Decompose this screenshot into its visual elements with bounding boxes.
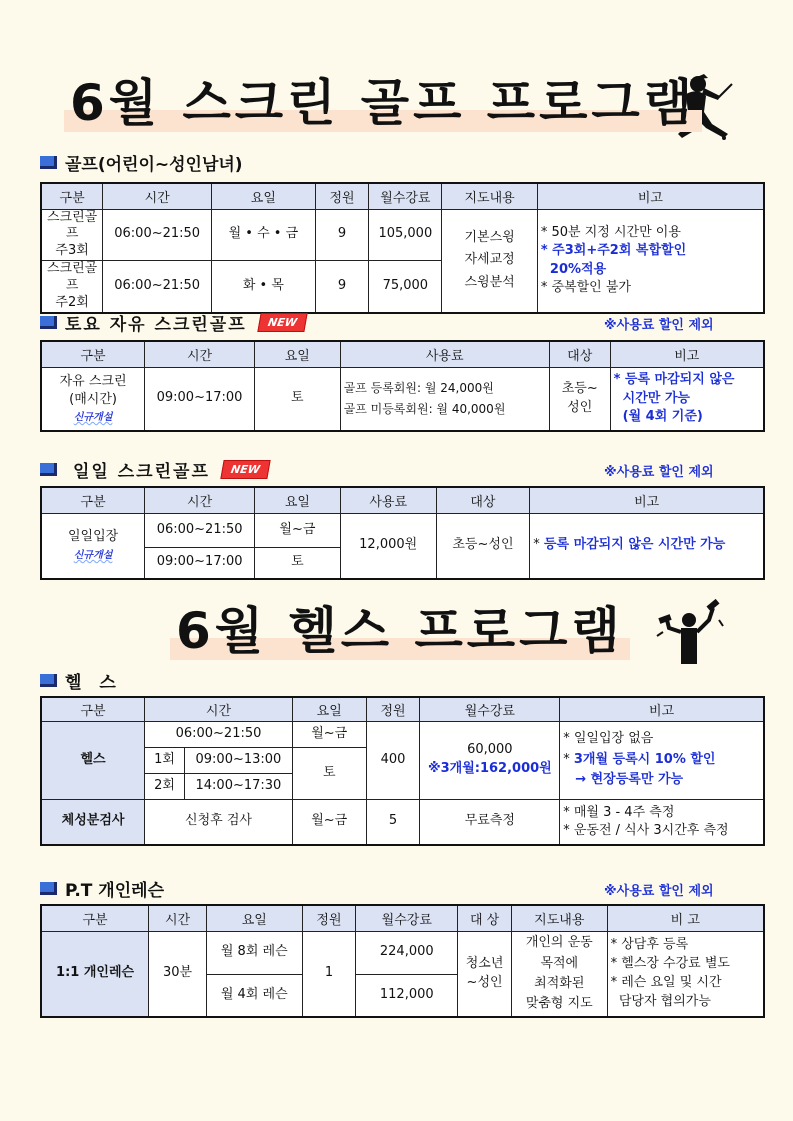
table-row [41, 799, 764, 845]
col-header: 구분 [41, 905, 149, 931]
row-name: 스크린골프 주3회 [41, 209, 103, 261]
col-header: 사용료 [340, 341, 549, 367]
remark-line: * 50분 지정 시간만 이용 [540, 225, 681, 241]
col-header: 구분 [41, 183, 103, 209]
daily-section-title: 일일 스크린골프 [73, 462, 210, 482]
col-header: 정원 [315, 183, 369, 209]
col-header: 비고 [537, 183, 764, 209]
session-label: 1회 [145, 747, 185, 773]
discount-exclusion-note: ※사용료 할인 제외 [604, 318, 714, 333]
health-section-title: 헬 스 [65, 673, 122, 693]
row-capacity: 9 [315, 209, 369, 261]
remark-onsite: → 현장등록만 가능 [575, 772, 684, 788]
remark-line: * 일일입장 없음 [563, 730, 654, 746]
table-row [41, 721, 764, 747]
section-bullet-icon [40, 674, 57, 687]
sat-table [40, 340, 765, 432]
section-bullet-icon [40, 882, 57, 895]
pt-section-title: P.T 개인레슨 [65, 881, 164, 901]
row-days: 화 • 목 [212, 261, 316, 313]
remark-text: 등록 마감되지 않은 시간만 가능 [543, 537, 726, 553]
session-time: 09:00~13:00 [184, 747, 292, 773]
col-header: 시간 [103, 183, 212, 209]
row-time: 30분 [149, 931, 207, 1017]
golf-table [40, 182, 765, 314]
col-header: 비고 [560, 697, 764, 721]
remarks-cell [537, 209, 764, 313]
row-remark [560, 721, 764, 799]
row-time: 06:00~21:50 [145, 513, 255, 547]
remark-line: * 중복할인 불가 [540, 279, 631, 295]
fitness-person-icon [655, 598, 725, 666]
section-bullet-icon [40, 316, 57, 329]
fee-line: 골프 등록회원: 월 24,000원 [343, 381, 494, 396]
row-capacity: 400 [366, 721, 420, 799]
row-days: 월~금 [292, 799, 366, 845]
col-header: 대상 [436, 487, 530, 513]
row-remark: * 상담후 등록 * 헬스장 수강료 별도 * 레슨 요일 및 시간 담당자 협의가능 [607, 931, 764, 1017]
col-header: 구분 [41, 697, 145, 721]
table-header-row [41, 487, 764, 513]
table-row [41, 513, 764, 547]
row-days: 토 [292, 747, 366, 799]
sat-section-header [40, 310, 306, 335]
col-header: 시간 [145, 341, 255, 367]
name-line: 자유 스크린 [59, 373, 127, 389]
discount-exclusion-note: ※사용료 할인 제외 [604, 465, 714, 480]
row-days: 월~금 [255, 513, 341, 547]
session-time: 14:00~17:30 [184, 773, 292, 799]
col-header: 시간 [145, 697, 293, 721]
col-header: 비 고 [607, 905, 764, 931]
row-name [41, 367, 145, 431]
row-name [41, 513, 145, 579]
table-header-row [41, 183, 764, 209]
row-days: 토 [255, 547, 341, 579]
golf-program-title: 6월 스크린 골프 프로그램 [70, 74, 697, 132]
table-header-row [41, 697, 764, 721]
col-header: 정원 [366, 697, 420, 721]
row-fee [420, 721, 560, 799]
remark-line: * 운동전 / 식사 3시간후 측정 [563, 822, 729, 838]
remark-line: * 매월 3 - 4주 측정 [563, 804, 675, 820]
row-fee: 무료측정 [420, 799, 560, 845]
row-days: 월 8회 레슨 [206, 931, 302, 974]
row-time: 06:00~21:50 [103, 209, 212, 261]
remark-discount: 3개월 등록시 10% 할인 [573, 751, 716, 767]
name-line: (매시간) [69, 391, 117, 407]
row-days: 월 4회 레슨 [206, 974, 302, 1017]
row-remark: * 등록 마감되지 않은 시간만 가능 (월 4회 기준) [610, 367, 764, 431]
fee-3month: ※3개월:162,000원 [427, 761, 552, 776]
row-capacity: 9 [315, 261, 369, 313]
col-header: 월수강료 [369, 183, 442, 209]
row-remark [530, 513, 764, 579]
health-table [40, 696, 765, 846]
row-name: 스크린골프 주2회 [41, 261, 103, 313]
health-title-wrap [176, 602, 624, 660]
col-header: 대 상 [458, 905, 512, 931]
remark-star: * [533, 537, 540, 553]
row-fee [340, 367, 549, 431]
health-section-header [40, 668, 122, 693]
row-target: 초등~성인 [436, 513, 530, 579]
col-header: 구분 [41, 487, 145, 513]
fee-line: 골프 미등록회원: 월 40,000원 [343, 401, 506, 416]
new-badge: NEW [257, 313, 307, 332]
section-bullet-icon [40, 463, 57, 476]
pt-section-header [40, 876, 164, 901]
row-time: 09:00~17:00 [145, 547, 255, 579]
row-fee: 112,000 [356, 974, 458, 1017]
row-fee: 105,000 [369, 209, 442, 261]
col-header: 시간 [145, 487, 255, 513]
row-fee: 75,000 [369, 261, 442, 313]
session-label: 2회 [145, 773, 185, 799]
daily-table [40, 486, 765, 580]
row-remark [560, 799, 764, 845]
guide-content: 기본스윙 자세교정 스윙분석 [442, 209, 538, 313]
row-time: 09:00~17:00 [145, 367, 255, 431]
row-capacity: 5 [366, 799, 420, 845]
col-header: 비고 [530, 487, 764, 513]
table-row [41, 367, 764, 431]
col-header: 월수강료 [356, 905, 458, 931]
row-days: 토 [254, 367, 340, 431]
col-header: 시간 [149, 905, 207, 931]
col-header: 사용료 [340, 487, 436, 513]
discount-exclusion-note: ※사용료 할인 제외 [604, 884, 714, 899]
table-row [41, 209, 764, 261]
golf-section-title: 골프(어린이~성인남녀) [65, 155, 243, 175]
name-line: 일일입장 [67, 529, 119, 545]
table-header-row [41, 341, 764, 367]
row-name: 헬스 [41, 721, 145, 799]
table-header-row [41, 905, 764, 931]
row-days: 월~금 [292, 721, 366, 747]
sat-section-title: 토요 자유 스크린골프 [65, 315, 247, 335]
col-header: 요일 [206, 905, 302, 931]
col-header: 요일 [212, 183, 316, 209]
row-time: 06:00~21:50 [103, 261, 212, 313]
health-program-title: 6월 헬스 프로그램 [176, 602, 624, 660]
daily-section-header [40, 457, 269, 482]
row-fee: 12,000원 [340, 513, 436, 579]
col-header: 요일 [292, 697, 366, 721]
row-target: 청소년 ~성인 [458, 931, 512, 1017]
new-badge: NEW [220, 460, 270, 479]
row-target: 초등~ 성인 [549, 367, 610, 431]
row-name: 1:1 개인레슨 [41, 931, 149, 1017]
fee-amount: 60,000 [467, 742, 513, 758]
row-capacity: 1 [302, 931, 356, 1017]
col-header: 요일 [254, 341, 340, 367]
col-header: 지도내용 [442, 183, 538, 209]
new-open-stamp: 신규개설 [73, 549, 113, 561]
new-open-stamp: 신규개설 [73, 411, 113, 423]
table-row [41, 931, 764, 974]
col-header: 대상 [549, 341, 610, 367]
col-header: 요일 [255, 487, 341, 513]
pt-table [40, 904, 765, 1018]
row-fee: 224,000 [356, 931, 458, 974]
row-name: 체성분검사 [41, 799, 145, 845]
remark-line: * 3개월 등록시 10% 할인 [563, 751, 716, 767]
col-header: 지도내용 [511, 905, 607, 931]
golf-title-wrap [70, 74, 697, 132]
remark-discount: * 주3회+주2회 복합할인 20%적용 [540, 243, 687, 277]
col-header: 정원 [302, 905, 356, 931]
col-header: 비고 [610, 341, 764, 367]
section-bullet-icon [40, 156, 57, 169]
row-time: 06:00~21:50 [145, 721, 293, 747]
guide-content: 개인의 운동 목적에 최적화된 맞춤형 지도 [511, 931, 607, 1017]
row-days: 월 • 수 • 금 [212, 209, 316, 261]
col-header: 월수강료 [420, 697, 560, 721]
col-header: 구분 [41, 341, 145, 367]
golf-section-header [40, 150, 243, 175]
row-time: 신청후 검사 [145, 799, 293, 845]
